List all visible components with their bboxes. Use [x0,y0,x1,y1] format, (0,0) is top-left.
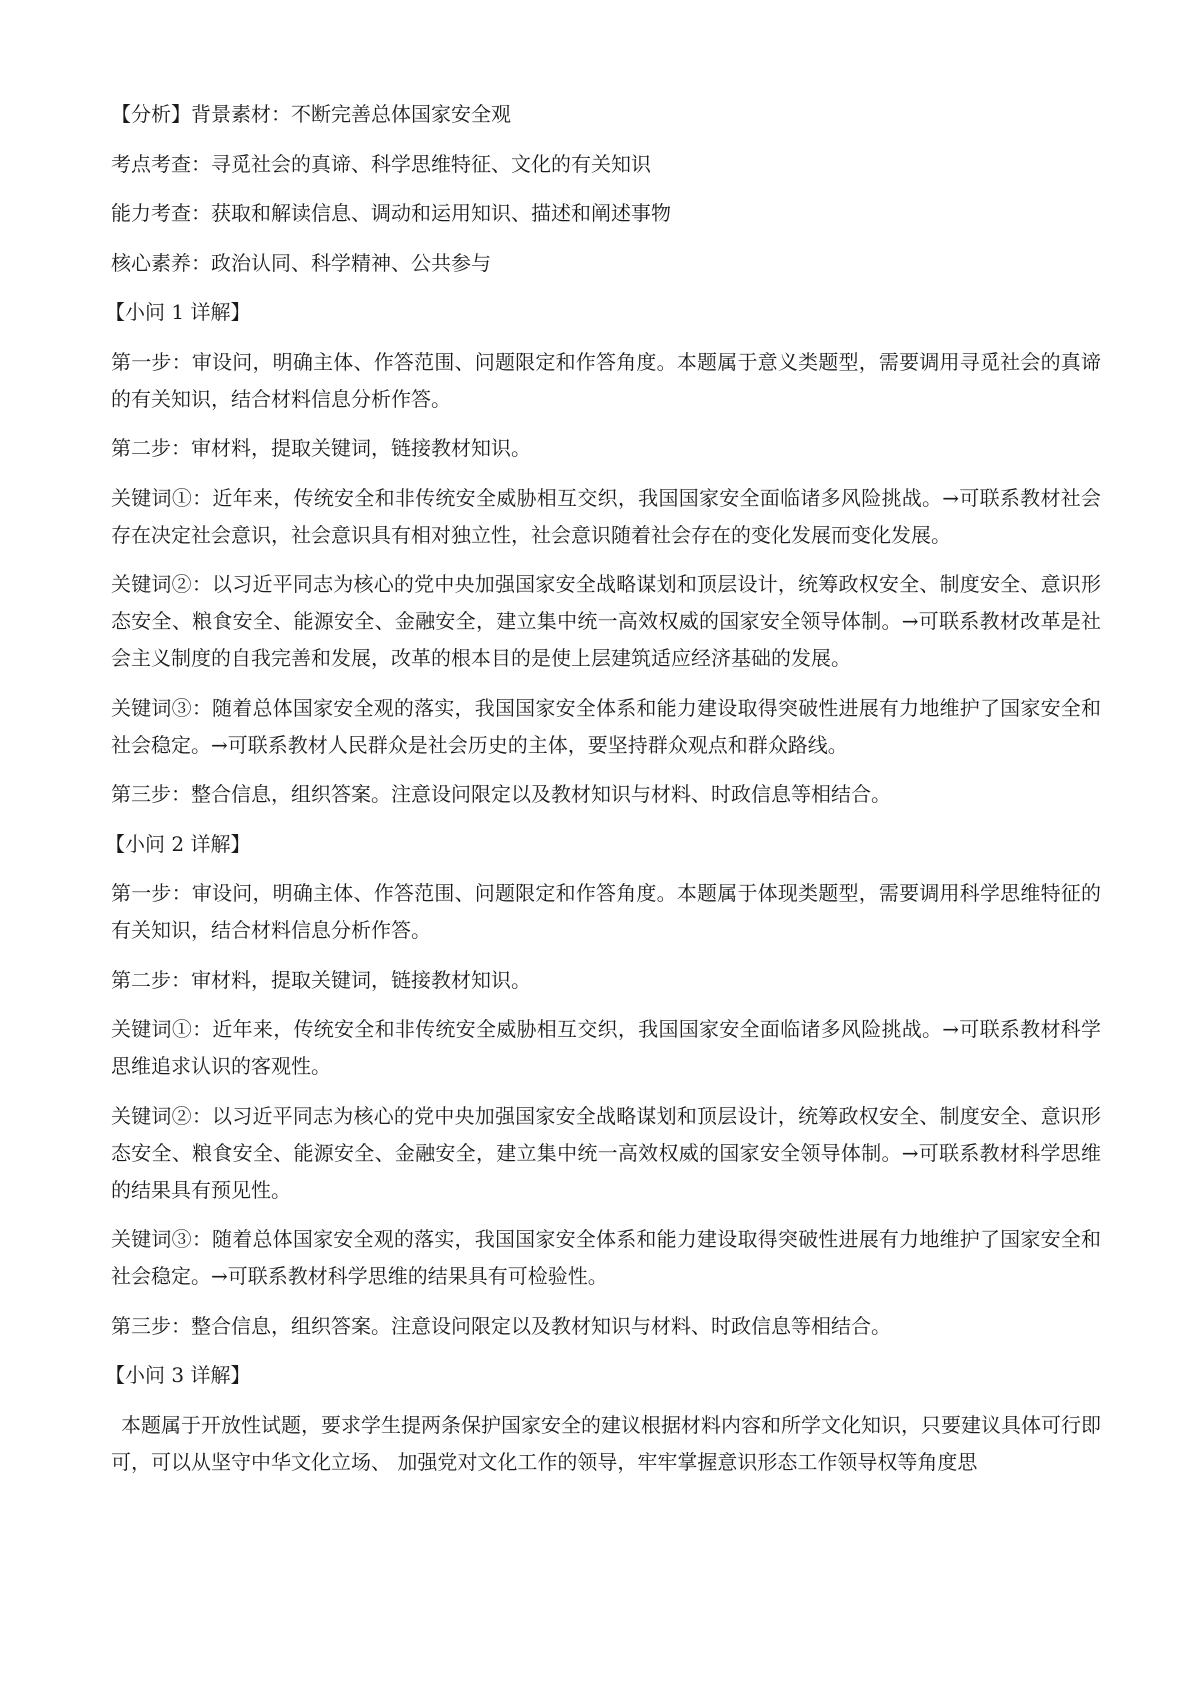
q1-heading: 【小问 1 详解】 [105,300,251,324]
q1-step2: 第二步：审材料，提取关键词，链接教材知识。 [111,436,531,460]
q3-heading: 【小问 3 详解】 [105,1363,251,1387]
q2-step3: 第三步：整合信息，组织答案。注意设问限定以及教材知识与材料、时政信息等相结合。 [111,1313,891,1338]
q1-keyword-2: 关键词②：以习近平同志为核心的党中央加强国家安全战略谋划和顶层设计，统筹政权安全、制度安全、意识形态安全、粮食安全、能源安全、金融安全，建立集中统一高效权威的国家安全领导体制。→可联系教材改革是社会主义制度的自我完善和发展，改革的根本目的是使上层建筑适应经济基础的发展。 [111,572,1101,670]
analysis-exam-points: 考点考查：寻觅社会的真谛、科学思维特征、文化的有关知识 [111,151,651,176]
analysis-ability: 能力考查：获取和解读信息、调动和运用知识、描述和阐述事物 [111,201,671,225]
q2-keyword-3: 关键词③：随着总体国家安全观的落实，我国国家安全体系和能力建设取得突破性进展有力地维护了国家安全和社会稳定。→可联系教材科学思维的结果具有可检验性。 [111,1227,1101,1288]
q1-keyword-1: 关键词①：近年来，传统安全和非传统安全威胁相互交织，我国国家安全面临诸多风险挑战。→可联系教材社会存在决定社会意识，社会意识具有相对独立性，社会意识随着社会存在的变化发展而变化发展。 [111,485,1101,547]
q2-keyword-1: 关键词①：近年来，传统安全和非传统安全威胁相互交织，我国国家安全面临诸多风险挑战。→可联系教材科学思维追求认识的客观性。 [111,1017,1101,1078]
q2-keyword-2: 关键词②：以习近平同志为核心的党中央加强国家安全战略谋划和顶层设计，统筹政权安全、制度安全、意识形态安全、粮食安全、能源安全、金融安全，建立集中统一高效权威的国家安全领导体制。→可联系教材科学思维的结果具有预见性。 [111,1103,1101,1202]
q2-heading: 【小问 2 详解】 [105,831,251,856]
analysis-background: 【分析】背景素材：不断完善总体国家安全观 [111,102,511,126]
q3-body: 本题属于开放性试题，要求学生提两条保护国家安全的建议根据材料内容和所学文化知识，只要建议具体可行即可，可以从坚守中华文化立场、 加强党对文化工作的领导，牢牢掌握意识形态工作领导权等角度思 [111,1412,1101,1474]
analysis-literacy: 核心素养：政治认同、科学精神、公共参与 [111,250,491,275]
document-page [105,96,1101,1493]
q1-keyword-3: 关键词③：随着总体国家安全观的落实，我国国家安全体系和能力建设取得突破性进展有力地维护了国家安全和社会稳定。→可联系教材人民群众是社会历史的主体，要坚持群众观点和群众路线。 [111,695,1101,757]
q2-step2: 第二步：审材料，提取关键词，链接教材知识。 [111,967,531,992]
q2-step1: 第一步：审设问，明确主体、作答范围、问题限定和作答角度。本题属于体现类题型，需要调用科学思维特征的有关知识，结合材料信息分析作答。 [111,881,1101,942]
q1-step3: 第三步：整合信息，组织答案。注意设问限定以及教材知识与材料、时政信息等相结合。 [111,782,891,806]
q1-step1: 第一步：审设问，明确主体、作答范围、问题限定和作答角度。本题属于意义类题型，需要调用寻觅社会的真谛的有关知识，结合材料信息分析作答。 [111,349,1101,411]
